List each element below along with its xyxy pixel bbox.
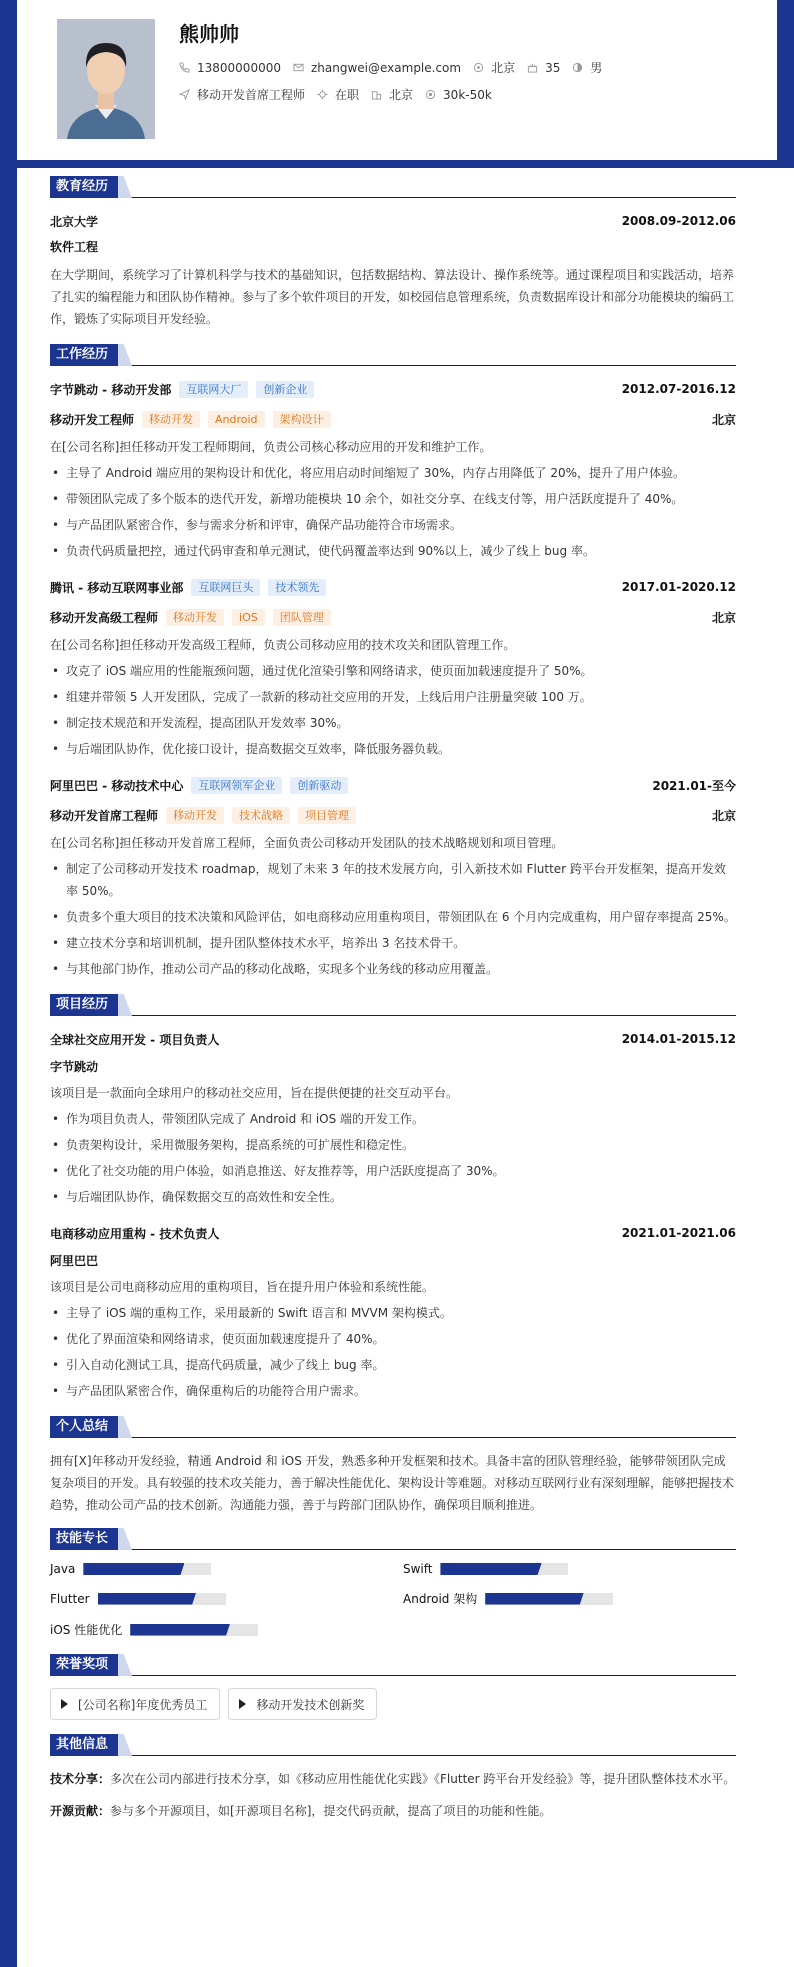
other-list [50, 1768, 736, 1822]
email-icon [293, 62, 304, 73]
project-intro: 该项目是公司电商移动应用的重构项目，旨在提升用户体验和系统性能。 [50, 1280, 435, 1294]
summary-section [50, 1416, 736, 1516]
section-header [50, 1734, 736, 1756]
age-value: 35 [545, 60, 561, 75]
skill-bar-track [485, 1593, 613, 1605]
company-tag: 互联网巨头 [191, 579, 260, 596]
role-tag: Android [208, 411, 265, 428]
section-title: 工作经历 [50, 344, 118, 366]
company-tag: 互联网大厂 [179, 381, 248, 398]
work-bullet: • 负责代码质量把控，通过代码审查和单元测试，使代码覆盖率达到 90%以上，减少了线上 bug 率。 [50, 540, 736, 562]
skill-bar-fill [98, 1593, 197, 1605]
work-section [50, 344, 736, 980]
award-item [50, 1688, 220, 1720]
work-bullet: • 带领团队完成了多个版本的迭代开发，新增功能模块 10 余个，如社交分享、在线支付等，用户活跃度提升了 40%。 [50, 488, 736, 510]
education-section [50, 176, 736, 330]
work-intro: 在[公司名称]担任移动开发首席工程师，全面负责公司移动开发团队的技术战略规划和项目管理。 [50, 836, 564, 850]
age-icon [527, 62, 538, 73]
skill-bar-fill [130, 1624, 230, 1636]
work-bullet: • 与其他部门协作，推动公司产品的移动化战略，实现多个业务线的移动应用覆盖。 [50, 958, 736, 980]
resume-header [17, 0, 777, 160]
right-border [777, 0, 794, 160]
skill-bar-track [440, 1563, 568, 1575]
work-company-group [50, 579, 326, 596]
company-name: 字节跳动 - 移动开发部 [50, 382, 172, 397]
status-value: 在职 [335, 88, 360, 102]
skills-section [50, 1528, 736, 1638]
city-value: 北京 [491, 61, 516, 75]
work-bullet: • 与产品团队紧密合作，参与需求分析和评审，确保产品功能符合市场需求。 [50, 514, 736, 536]
project-bullet: • 作为项目负责人，带领团队完成了 Android 和 iOS 端的开发工作。 [50, 1108, 736, 1130]
left-border [0, 0, 17, 1967]
section-header [50, 1416, 736, 1438]
section-header [50, 1528, 736, 1550]
work-role-group [50, 609, 331, 626]
other-text: 参与多个开源项目，如[开源项目名称]，提交代码贡献，提高了项目的功能和性能。 [110, 1804, 552, 1818]
work-entry [50, 576, 736, 760]
work-bullet: • 组建并带领 5 人开发团队，完成了一款新的移动社交应用的开发，上线后用户注册量突破 100 万。 [50, 686, 736, 708]
projects-section [50, 994, 736, 1402]
project-bullet: • 引入自动化测试工具，提高代码质量，减少了线上 bug 率。 [50, 1354, 736, 1376]
project-name: 全球社交应用开发 - 项目负责人 [50, 1032, 220, 1047]
job-value: 移动开发首席工程师 [197, 88, 306, 102]
contact-row [179, 59, 614, 76]
work-role-group [50, 807, 356, 824]
work-role-row [50, 606, 736, 628]
role-tag: 技术战略 [232, 807, 290, 824]
section-header [50, 176, 736, 198]
work-role-row [50, 804, 736, 826]
work-entry [50, 774, 736, 980]
target-city-item [371, 86, 413, 103]
skill-name: iOS 性能优化 [50, 1623, 123, 1637]
work-city: 北京 [711, 610, 736, 625]
project-header-row [50, 1028, 736, 1050]
project-name: 电商移动应用重构 - 技术负责人 [50, 1226, 220, 1241]
skill-name: Java [50, 1562, 76, 1576]
email-item [293, 61, 461, 75]
work-bullet: • 制定了公司移动开发技术 roadmap，规划了未来 3 年的技术发展方向，引入新技术如 Flutter 跨平台开发框架，提高开发效率 50%。 [50, 858, 736, 902]
section-title: 项目经历 [50, 994, 118, 1016]
project-bullets [50, 1108, 736, 1208]
skill-item [50, 1590, 383, 1607]
project-bullet: • 优化了社交功能的用户体验，如消息推送、好友推荐等，用户活跃度提高了 30%。 [50, 1160, 736, 1182]
project-company: 字节跳动 [50, 1060, 99, 1074]
project-bullet: • 负责架构设计，采用微服务架构，提高系统的可扩展性和稳定性。 [50, 1134, 736, 1156]
skill-item [50, 1621, 383, 1638]
role-tag: 团队管理 [273, 609, 331, 626]
work-list [50, 378, 736, 980]
summary-text: 拥有[X]年移动开发经验，精通 Android 和 iOS 开发，熟悉多种开发框架和技术。具备丰富的团队管理经验，能够带领团队完成复杂项目的开发。具有较强的技术攻关能力，善于解决性能优化、架构设计等难题。对移动互联网行业有深刻理解，能够把握技术趋势，推动公司产品的技术创新。沟通能力强，善于与跨部门团队协作，确保项目顺利推进。 [50, 1454, 735, 1512]
skill-name: Android 架构 [403, 1592, 478, 1606]
role-tag: 项目管理 [298, 807, 356, 824]
work-city: 北京 [711, 808, 736, 823]
location-icon [473, 62, 484, 73]
work-bullet: • 负责多个重大项目的技术决策和风险评估，如电商移动应用重构项目，带领团队在 6 个月内完成重构，用户留存率提高 25%。 [50, 906, 736, 928]
skill-bar-fill [485, 1593, 584, 1605]
work-role-row [50, 408, 736, 430]
role-tag: 架构设计 [273, 411, 331, 428]
other-section [50, 1734, 736, 1822]
work-bullets [50, 462, 736, 562]
work-company-row [50, 378, 736, 400]
section-header [50, 994, 736, 1016]
other-text: 多次在公司内部进行技术分享，如《移动应用性能优化实践》《Flutter 跨平台开发经验》等，提升团队整体技术水平。 [110, 1772, 736, 1786]
skill-name: Swift [403, 1562, 433, 1576]
project-bullet: • 与产品团队紧密合作，确保重构后的功能符合用户需求。 [50, 1380, 736, 1402]
project-date: 2021.01-2021.06 [621, 1226, 736, 1240]
triangle-bullet-icon [239, 1699, 246, 1709]
company-tag: 创新驱动 [290, 777, 348, 794]
other-label: 技术分享： [50, 1772, 111, 1786]
job-item [179, 86, 305, 103]
project-bullet: • 优化了界面渲染和网络请求，使页面加载速度提升了 40%。 [50, 1328, 736, 1350]
section-title: 教育经历 [50, 176, 118, 198]
role-tag: 移动开发 [166, 609, 224, 626]
awards-section [50, 1654, 736, 1720]
work-company-row [50, 774, 736, 796]
award-label: [公司名称]年度优秀员工 [78, 1697, 208, 1712]
education-date: 2008.09-2012.06 [621, 214, 736, 228]
skill-bar-fill [83, 1563, 184, 1575]
skill-item [403, 1590, 736, 1607]
role-title: 移动开发首席工程师 [50, 808, 159, 823]
project-entry [50, 1028, 736, 1208]
project-list [50, 1028, 736, 1402]
work-company-group [50, 381, 314, 398]
skills-grid [50, 1562, 736, 1638]
major: 软件工程 [50, 240, 99, 254]
company-tag: 创新企业 [256, 381, 314, 398]
work-bullet: • 主导了 Android 端应用的架构设计和优化，将应用启动时间缩短了 30%，内存占用降低了 20%，提升了用户体验。 [50, 462, 736, 484]
skill-bar-track [130, 1624, 258, 1636]
city-icon [371, 89, 382, 100]
work-company-group [50, 777, 348, 794]
header-divider [0, 160, 794, 168]
work-date: 2017.01-2020.12 [621, 580, 736, 594]
age-item [527, 61, 560, 75]
project-bullets [50, 1302, 736, 1402]
work-entry [50, 378, 736, 562]
award-label: 移动开发技术创新奖 [256, 1697, 365, 1712]
other-label: 开源贡献： [50, 1804, 111, 1818]
work-intro: 在[公司名称]担任移动开发工程师期间，负责公司核心移动应用的开发和维护工作。 [50, 440, 492, 454]
email-value: zhangwei@example.com [310, 60, 462, 75]
education-row [50, 210, 736, 232]
phone-value: 13800000000 [197, 60, 281, 75]
skill-bar-track [83, 1563, 211, 1575]
company-name: 腾讯 - 移动互联网事业部 [50, 580, 184, 595]
gender-value: 男 [590, 61, 603, 75]
work-city: 北京 [711, 412, 736, 427]
project-date: 2014.01-2015.12 [621, 1032, 736, 1046]
section-title: 技能专长 [50, 1528, 118, 1550]
skill-item [50, 1562, 383, 1576]
skill-name: Flutter [50, 1591, 90, 1606]
company-tag: 互联网领军企业 [191, 777, 282, 794]
status-icon [317, 89, 328, 100]
skill-item [403, 1562, 736, 1576]
education-description: 在大学期间，系统学习了计算机科学与技术的基础知识，包括数据结构、算法设计、操作系统等。通过课程项目和实践活动，培养了扎实的编程能力和团队协作精神。参与了多个软件项目的开发，如校园信息管理系统，负责数据库设计和部分功能模块的编码工作，锻炼了实际项目开发经验。 [50, 268, 735, 326]
city-item [473, 59, 515, 76]
salary-value: 30k-50k [443, 87, 492, 102]
work-bullets [50, 858, 736, 980]
school-name: 北京大学 [50, 214, 99, 229]
project-bullet: • 主导了 iOS 端的重构工作，采用最新的 Swift 语言和 MVVM 架构模式。 [50, 1302, 736, 1324]
phone-item [179, 61, 281, 75]
skill-bar-track [98, 1593, 226, 1605]
role-tag: 移动开发 [142, 411, 200, 428]
work-company-row [50, 576, 736, 598]
phone-icon [179, 62, 190, 73]
gender-icon [572, 62, 583, 73]
section-title: 其他信息 [50, 1734, 118, 1756]
resume-content [50, 168, 736, 1832]
work-bullet: • 与后端团队协作，优化接口设计，提高数据交互效率，降低服务器负载。 [50, 738, 736, 760]
project-header-row [50, 1222, 736, 1244]
role-title: 移动开发高级工程师 [50, 610, 159, 625]
project-entry [50, 1222, 736, 1402]
project-bullet: • 与后端团队协作，确保数据交互的高效性和安全性。 [50, 1186, 736, 1208]
work-intro: 在[公司名称]担任移动开发高级工程师，负责公司移动应用的技术攻关和团队管理工作。 [50, 638, 516, 652]
role-tag: 移动开发 [166, 807, 224, 824]
other-item [50, 1800, 736, 1822]
work-bullets [50, 660, 736, 760]
awards-list [50, 1688, 736, 1720]
salary-item [425, 88, 492, 102]
company-name: 阿里巴巴 - 移动技术中心 [50, 778, 184, 793]
salary-icon [425, 89, 436, 100]
work-bullet: • 制定技术规范和开发流程，提高团队开发效率 30%。 [50, 712, 736, 734]
skill-bar-fill [440, 1563, 541, 1575]
section-header [50, 344, 736, 366]
work-bullet: • 攻克了 iOS 端应用的性能瓶颈问题，通过优化渲染引擎和网络请求，使页面加载速度提升了 50%。 [50, 660, 736, 682]
status-item [317, 86, 359, 103]
company-tag: 技术领先 [268, 579, 326, 596]
section-header [50, 1654, 736, 1676]
work-bullet: • 建立技术分享和培训机制，提升团队整体技术水平，培养出 3 名技术骨干。 [50, 932, 736, 954]
gender-item [572, 59, 602, 76]
role-title: 移动开发工程师 [50, 412, 135, 427]
triangle-bullet-icon [61, 1699, 68, 1709]
target-city-value: 北京 [389, 88, 414, 102]
job-icon [179, 89, 190, 100]
section-title: 荣誉奖项 [50, 1654, 118, 1676]
candidate-name: 熊帅帅 [179, 22, 239, 46]
role-tag: iOS [232, 609, 265, 626]
work-date: 2012.07-2016.12 [621, 382, 736, 396]
other-item [50, 1768, 736, 1790]
avatar [57, 19, 155, 139]
section-title: 个人总结 [50, 1416, 118, 1438]
job-row [179, 86, 504, 103]
work-date: 2021.01-至今 [652, 778, 736, 793]
award-item [228, 1688, 377, 1720]
project-intro: 该项目是一款面向全球用户的移动社交应用，旨在提供便捷的社交互动平台。 [50, 1086, 459, 1100]
project-company: 阿里巴巴 [50, 1254, 99, 1268]
work-role-group [50, 411, 331, 428]
